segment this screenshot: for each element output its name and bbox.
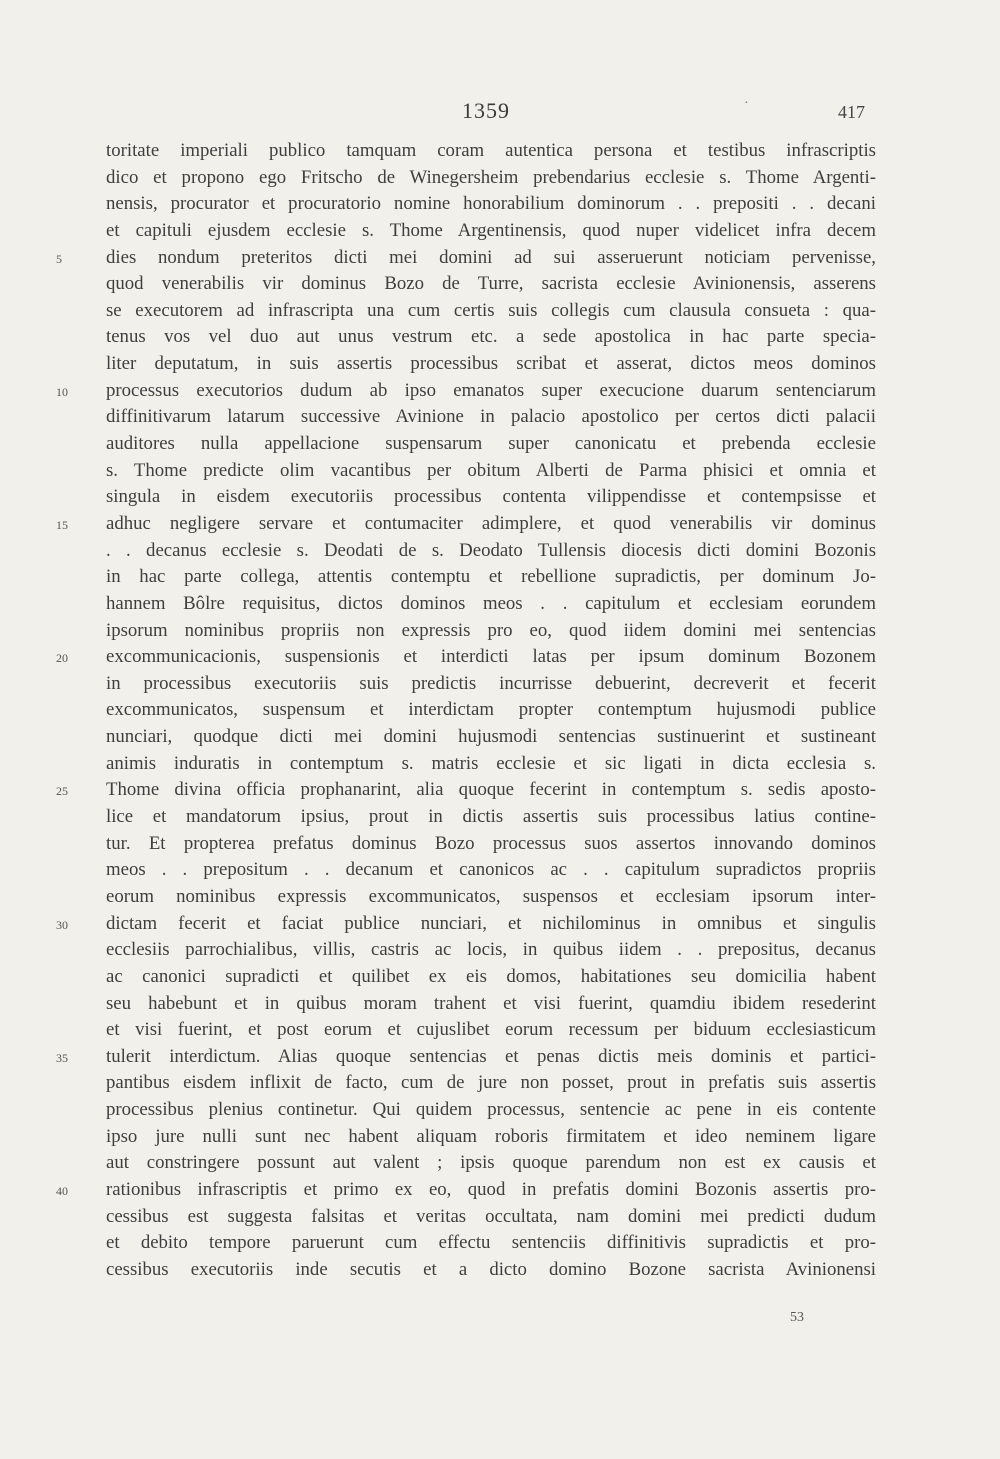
line-text: in processibus executoriis suis predictis incurrisse debuerint, decreverit et fecerit (106, 672, 876, 694)
line-text: dico et propono ego Fritscho de Winegersheim prebendarius ecclesie s. Thome Argenti- (106, 166, 876, 188)
text-line (56, 511, 876, 538)
line-text: eorum nominibus expressis excommunicatos, suspensos et ecclesiam ipsorum inter- (106, 885, 876, 907)
line-text: diffinitivarum latarum successive Avinione in palacio apostolico per certos dicti palacii (106, 406, 876, 428)
line-text: processus executorios dudum ab ipso emanatos super execucione duarum sentenciarum (106, 379, 876, 401)
line-text: s. Thome predicte olim vacantibus per obitum Alberti de Parma phisici et omnia et (106, 459, 876, 481)
line-text: animis induratis in contemptum s. matris ecclesie et sic ligati in dicta ecclesia s. (106, 752, 876, 774)
text-line (106, 724, 876, 751)
line-text: cessibus est suggesta falsitas et veritas occultata, nam domini mei predicti dudum (106, 1205, 876, 1227)
text-line (106, 324, 876, 351)
line-text: ac canonici supradicti et quilibet ex eis domos, habitationes seu domicilia habent (106, 965, 876, 987)
line-text: cessibus executoriis inde secutis et a dicto domino Bozone sacrista Avinionensi (106, 1258, 876, 1280)
text-line (56, 911, 876, 938)
line-text: ipsorum nominibus propriis non expressis pro eo, quod iidem domini mei sentencias (106, 619, 876, 641)
text-line (106, 1017, 876, 1044)
line-text: ipso jure nulli sunt nec habent aliquam roboris firmitatem et ideo neminem ligare (106, 1125, 876, 1147)
line-text: dictam fecerit et faciat publice nunciari, et nichilominus in omnibus et singulis (106, 912, 876, 934)
line-text: nensis, procurator et procuratorio nomine honorabilium dominorum . . prepositi . . decani (106, 193, 876, 215)
text-line (106, 1150, 876, 1177)
text-line (106, 298, 876, 325)
text-line (56, 1044, 876, 1071)
line-text: quod venerabilis vir dominus Bozo de Turre, sacrista ecclesie Avinionensis, asserens (106, 273, 876, 295)
line-text: in hac parte collega, attentis contemptu et rebellione supradictis, per dominum Jo- (106, 566, 876, 588)
line-text: dies nondum preteritos dicti mei domini ad sui asseruerunt noticiam pervenisse, (106, 246, 876, 268)
line-text: . . decanus ecclesie s. Deodati de s. Deodato Tullensis diocesis dicti domini Bozonis (106, 539, 876, 561)
line-number: 20 (56, 651, 68, 666)
text-line (106, 165, 876, 192)
text-line (106, 618, 876, 645)
page-number: 417 (838, 102, 865, 122)
text-line (56, 1177, 876, 1204)
line-text: et capituli ejusdem ecclesie s. Thome Argentinensis, quod nuper videlicet infra decem (106, 219, 876, 241)
text-line (106, 484, 876, 511)
text-line (106, 538, 876, 565)
text-line (106, 884, 876, 911)
line-text: Thome divina officia prophanarint, alia quoque fecerint in contemptum s. sedis aposto- (106, 779, 876, 801)
line-number: 40 (56, 1183, 68, 1198)
text-line (106, 991, 876, 1018)
header-dot: · (744, 96, 749, 111)
signature-mark: 53 (790, 1310, 804, 1325)
text-line (106, 1230, 876, 1257)
line-text: excommunicatos, suspensum et interdictam propter contemptum hujusmodi publice (106, 699, 876, 721)
line-text: se executorem ad infrascripta una cum certis suis collegis cum clausula consueta : qua- (106, 299, 876, 321)
line-number: 5 (56, 251, 62, 266)
text-line (106, 458, 876, 485)
text-line (106, 1124, 876, 1151)
line-text: lice et mandatorum ipsius, prout in dictis assertis suis processibus latius contine- (106, 806, 876, 828)
text-line (106, 564, 876, 591)
text-line (106, 804, 876, 831)
line-text: et visi fuerint, et post eorum et cujuslibet eorum recessum per biduum ecclesiasticum (106, 1019, 876, 1041)
line-text: adhuc negligere servare et contumaciter adimplere, et quod venerabilis vir dominus (106, 512, 876, 534)
line-text: toritate imperiali publico tamquam coram autentica persona et testibus infrascriptis (106, 140, 876, 161)
line-number: 35 (56, 1050, 68, 1065)
line-text: liter deputatum, in suis assertis processibus scribat et asserat, dictos meos dominos (106, 353, 876, 375)
line-text: singula in eisdem executoriis processibus contenta vilippendisse et contempsisse et (106, 486, 876, 508)
text-line (106, 404, 876, 431)
text-line (106, 271, 876, 298)
line-text: pantibus eisdem inflixit de facto, cum de jure non posset, prout in prefatis suis assertis (106, 1072, 876, 1094)
text-line (106, 671, 876, 698)
text-line (106, 191, 876, 218)
text-line (106, 591, 876, 618)
line-number: 30 (56, 917, 68, 932)
text-line (56, 777, 876, 804)
text-line (106, 1070, 876, 1097)
text-line (106, 351, 876, 378)
text-line (106, 431, 876, 458)
text-line (106, 138, 876, 165)
line-text: excommunicacionis, suspensionis et interdicti latas per ipsum dominum Bozonem (106, 646, 876, 668)
text-line (106, 831, 876, 858)
line-text: seu habebunt et in quibus moram trahent et visi fuerint, quamdiu ibidem resederint (106, 992, 876, 1014)
line-number: 15 (56, 517, 68, 532)
text-line (106, 1204, 876, 1231)
text-line (56, 378, 876, 405)
line-text: hannem Bôlre requisitus, dictos dominos meos . . capitulum et ecclesiam eorundem (106, 592, 876, 614)
text-line (106, 697, 876, 724)
text-line (106, 937, 876, 964)
body-text (56, 138, 876, 1284)
text-line (106, 1097, 876, 1124)
line-number: 25 (56, 784, 68, 799)
line-text: tulerit interdictum. Alias quoque sentencias et penas dictis meis dominis et partici- (106, 1045, 876, 1067)
line-text: nunciari, quodque dicti mei domini hujusmodi sentencias sustinuerint et sustineant (106, 726, 876, 748)
line-text: meos . . prepositum . . decanum et canonicos ac . . capitulum supradictos propriis (106, 859, 876, 881)
text-line (106, 751, 876, 778)
text-line (106, 218, 876, 245)
line-text: aut constringere possunt aut valent ; ipsis quoque parendum non est ex causis et (106, 1152, 876, 1174)
line-text: auditores nulla appellacione suspensarum super canonicatu et prebenda ecclesie (106, 433, 876, 455)
text-line (106, 964, 876, 991)
line-text: et debito tempore paruerunt cum effectu sentenciis diffinitivis supradictis et pro- (106, 1232, 876, 1254)
line-text: processibus plenius continetur. Qui quidem processus, sentencie ac pene in eis contente (106, 1099, 876, 1121)
text-line (56, 245, 876, 272)
line-number: 10 (56, 384, 68, 399)
text-line (106, 857, 876, 884)
line-text: ecclesiis parrochialibus, villis, castris ac locis, in quibus iidem . . prepositus, decanus (106, 939, 876, 961)
line-text: tenus vos vel duo aut unus vestrum etc. a sede apostolica in hac parte specia- (106, 326, 876, 348)
text-line (56, 644, 876, 671)
header-year: 1359 (462, 98, 510, 123)
line-text: rationibus infrascriptis et primo ex eo, quod in prefatis domini Bozonis assertis pro- (106, 1178, 876, 1200)
text-line (106, 1257, 876, 1284)
line-text: tur. Et propterea prefatus dominus Bozo processus suos assertos innovando dominos (106, 832, 876, 854)
